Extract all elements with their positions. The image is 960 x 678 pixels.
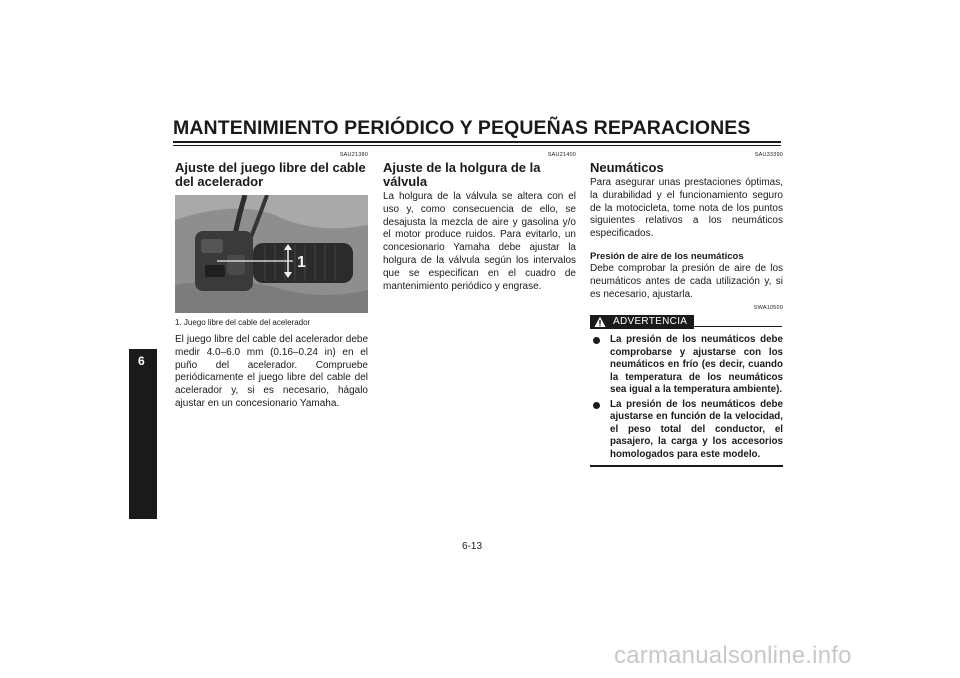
warning-code: SWA10500 [753, 305, 783, 312]
warning-badge [590, 315, 694, 329]
section-heading-tires: Neumáticos [590, 160, 664, 175]
section-heading-valve: Ajuste de la holgura de la válvula [383, 160, 541, 189]
valve-body-text: La holgura de la válvula se altera con el uso y, como consecuencia de ello, se desajusta la mezcla de aire y gasolina y/o el motor produce ruidos. Para evitarlo, un concesionario Yamaha debe ajustar la holgura de la válvula según los intervalos que se especifican en el cuadro de mantenimiento periódico y engrase. [383, 191, 576, 292]
section-heading-throttle: Ajuste del juego libre del cable del acelerador [175, 160, 366, 189]
tire-pressure-text: Debe comprobar la presión de aire de los neumáticos antes de cada utilización y, si es necesario, ajustarla. [590, 262, 783, 300]
warning-item: La presión de los neumáticos debe ajustarse en función de la velocidad, el peso total del conductor, el pasajero, la carga y los accesorios homologados para este modelo. [590, 399, 783, 462]
section-code: SAU33390 [754, 152, 783, 158]
warning-item: La presión de los neumáticos debe comprobarse y ajustarse con los neumáticos en frío (es decir, cuando la temperatura de los neumáticos sea igual a la temperatura ambiente). [590, 334, 783, 397]
warning-icon [594, 316, 606, 328]
bullet-icon [593, 337, 600, 344]
chapter-number: 6 [138, 354, 145, 368]
tires-intro-text: Para asegurar unas prestaciones óptimas, la durabilidad y el funcionamiento seguro de la motocicleta, tome nota de los puntos siguientes relativos a los neumáticos especificados. [590, 177, 783, 240]
warning-rule [694, 326, 782, 327]
figure-callout: 1 [297, 254, 306, 271]
chapter-tab [129, 349, 157, 519]
bullet-icon [593, 402, 600, 409]
throttle-body-text: El juego libre del cable del acelerador debe medir 4.0–6.0 mm (0.16–0.24 in) en el puño del acelerador. Compruebe periódicamente el juego libre del cable del acelerador y, si es necesario, hágalo ajustar en un concesionario Yamaha. [175, 334, 368, 409]
page-number: 6-13 [462, 541, 483, 552]
column-valve [383, 152, 576, 293]
page-title: MANTENIMIENTO PERIÓDICO Y PEQUEÑAS REPARACIONES [173, 117, 751, 139]
title-rule [173, 141, 781, 143]
subheading-tire-pressure: Presión de aire de los neumáticos [590, 250, 744, 262]
watermark: carmanualsonline.info [614, 642, 852, 669]
warning-end-rule [590, 465, 783, 467]
title-rule-thin [173, 145, 781, 146]
warning-header [590, 315, 783, 329]
figure-caption: 1. Juego libre del cable del acelerador [175, 318, 311, 327]
column-tires [590, 152, 783, 467]
warning-label: ADVERTENCIA [613, 316, 688, 328]
throttle-grip-photo [175, 195, 368, 313]
column-throttle [175, 152, 368, 411]
section-code: SAU21400 [547, 152, 576, 158]
section-code: SAU21380 [339, 152, 368, 158]
warning-list [590, 334, 783, 461]
